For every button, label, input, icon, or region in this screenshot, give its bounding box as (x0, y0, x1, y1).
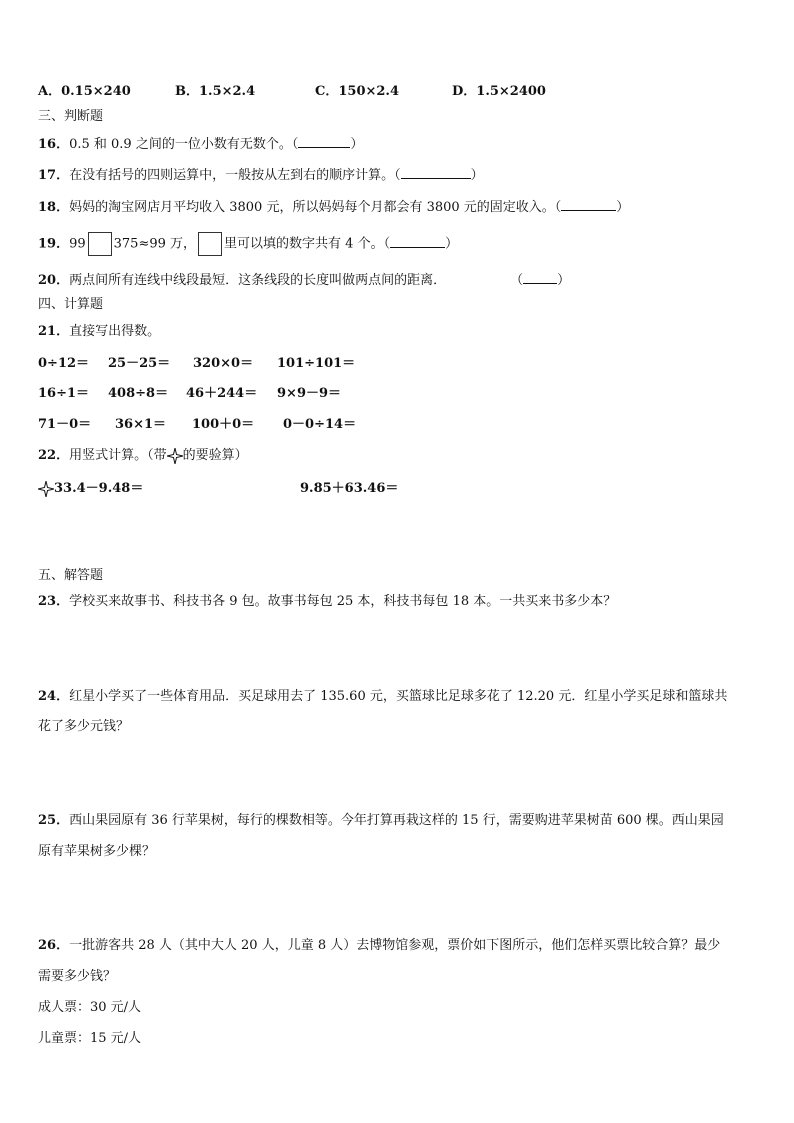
calc-item: 71－0＝ (38, 417, 92, 432)
choice-d: D．1.5×2400 (452, 84, 546, 99)
section-title-word-problems: 五、解答题 (38, 568, 104, 583)
answer-blank[interactable] (561, 198, 616, 211)
answer-blank[interactable] (523, 271, 557, 284)
choice-c: C．150×2.4 (315, 84, 400, 99)
question-25-cont: 原有苹果树多少棵？ (38, 844, 156, 859)
child-ticket-price: 儿童票：15 元/人 (38, 1031, 142, 1046)
question-21: 21．直接写出得数。 (38, 324, 161, 339)
question-20: 20．两点间所有连线中线段最短．这条线段的长度叫做两点间的距离． （ ） (38, 273, 571, 288)
question-18: 18．妈妈的淘宝网店月平均收入 3800 元，所以妈妈每个月都会有 3800 元的固定收入。（ ） (38, 200, 630, 215)
calc-item: 101÷101＝ (277, 356, 356, 371)
answer-blank[interactable] (401, 166, 471, 179)
calc-item: 320×0＝ (193, 356, 254, 371)
question-25: 25．西山果园原有 36 行苹果树，每行的棵数相等。今年打算再栽这样的 15 行，需要购进苹果树苗 600 棵。西山果园 (38, 813, 724, 828)
choice-a: A．0.15×240 (38, 84, 131, 99)
section-title-judgement: 三、判断题 (38, 109, 104, 124)
question-24-cont: 花了多少元钱？ (38, 719, 130, 734)
choice-b: B．1.5×2.4 (175, 84, 256, 99)
calc-item: 0－0÷14＝ (283, 417, 357, 432)
calc-item: 46＋244＝ (186, 386, 258, 401)
four-point-star-icon (167, 448, 183, 464)
digit-box[interactable] (88, 232, 112, 256)
question-17: 17．在没有括号的四则运算中，一般按从左到右的顺序计算。（ ） (38, 168, 484, 183)
question-16: 16．0.5 和 0.9 之间的一位小数有无数个。（ ） (38, 137, 364, 152)
calc-item: 100＋0＝ (192, 417, 255, 432)
calc-item: 0÷12＝ (38, 356, 90, 371)
question-26: 26．一批游客共 28 人（其中大人 20 人，儿童 8 人）去博物馆参观，票价如下图所示，他们怎样买票比较合算？最少 (38, 938, 721, 953)
vertical-calc-2: 9.85＋63.46＝ (300, 481, 399, 496)
question-24: 24．红星小学买了一些体育用品．买足球用去了 135.60 元，买篮球比足球多花了 12.20 元．红星小学买足球和篮球共 (38, 689, 728, 704)
vertical-calc-1: 33.4－9.48＝ (38, 480, 143, 498)
question-26-cont: 需要多少钱？ (38, 969, 117, 984)
section-title-calculation: 四、计算题 (38, 297, 104, 312)
calc-item: 9×9－9＝ (277, 386, 342, 401)
calc-item: 408÷8＝ (108, 386, 169, 401)
calc-item: 25－25＝ (108, 356, 171, 371)
question-23: 23．学校买来故事书、科技书各 9 包。故事书每包 25 本，科技书每包 18 本。一共买来书多少本？ (38, 594, 617, 609)
digit-box[interactable] (198, 232, 222, 256)
four-point-star-icon (38, 481, 54, 497)
calc-item: 16÷1＝ (38, 386, 90, 401)
question-19: 19．99 375≈99 万， 里可以填的数字共有 4 个。（ ） (38, 232, 458, 256)
question-22: 22．用竖式计算。（带 的要验算） (38, 448, 248, 463)
calc-item: 36×1＝ (115, 417, 167, 432)
answer-blank[interactable] (298, 135, 350, 148)
adult-ticket-price: 成人票：30 元/人 (38, 1000, 142, 1015)
answer-blank[interactable] (390, 235, 445, 248)
